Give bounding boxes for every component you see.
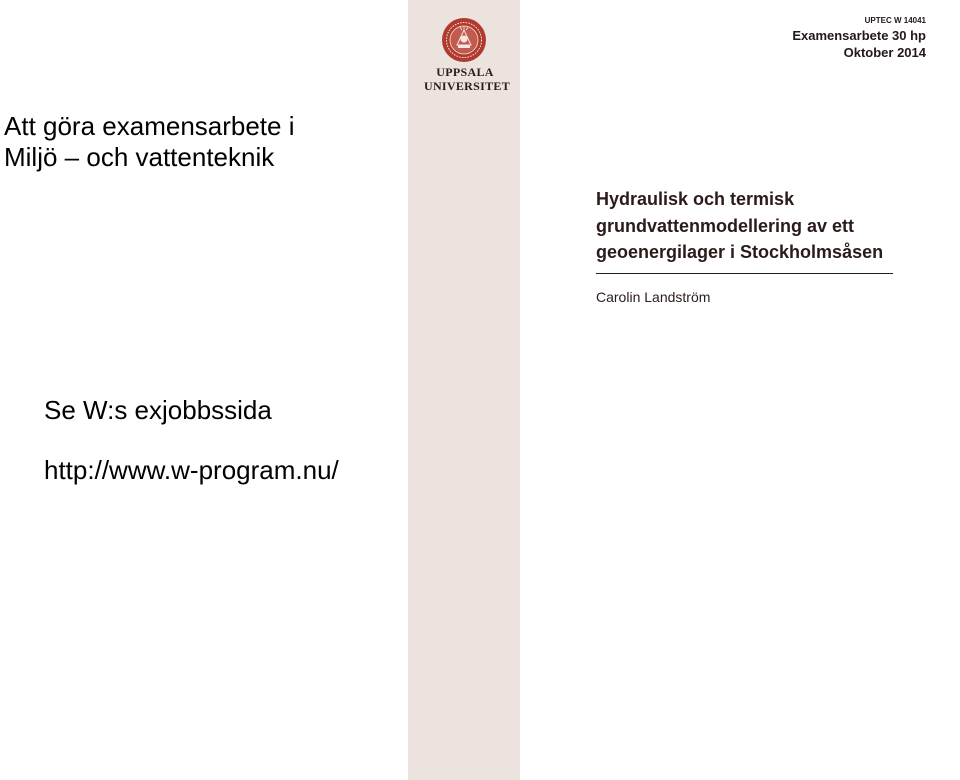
thesis-author: Carolin Landström [596,289,711,305]
university-name [424,65,510,93]
university-line-1: UPPSALA [436,65,494,79]
thesis-title-line: Hydraulisk och termisk [596,189,795,209]
title-divider [596,273,893,274]
slide-title-line-2: Miljö – och vattenteknik [4,142,275,172]
slide-title [4,111,404,173]
exjobb-page-text: Se W:s exjobbssida [44,395,272,425]
series-number: UPTEC W 14041 [864,16,926,25]
thesis-title-line: geoenergilager i Stockholmsåsen [596,242,884,262]
thesis-type: Examensarbete 30 hp [792,28,926,43]
thesis-meta [792,15,926,61]
slide-title-line-1: Att göra examensarbete i [4,111,295,141]
thesis-cover-page [520,0,960,780]
exjobb-url-link[interactable]: http://www.w-program.nu/ [44,455,339,485]
thesis-date: Oktober 2014 [843,45,926,60]
thesis-title [596,186,896,266]
cover-side-band [408,0,520,780]
university-line-2: UNIVERSITET [424,79,510,93]
thesis-title-line: grundvattenmodellering av ett [596,215,855,236]
uppsala-seal-icon [441,17,487,63]
